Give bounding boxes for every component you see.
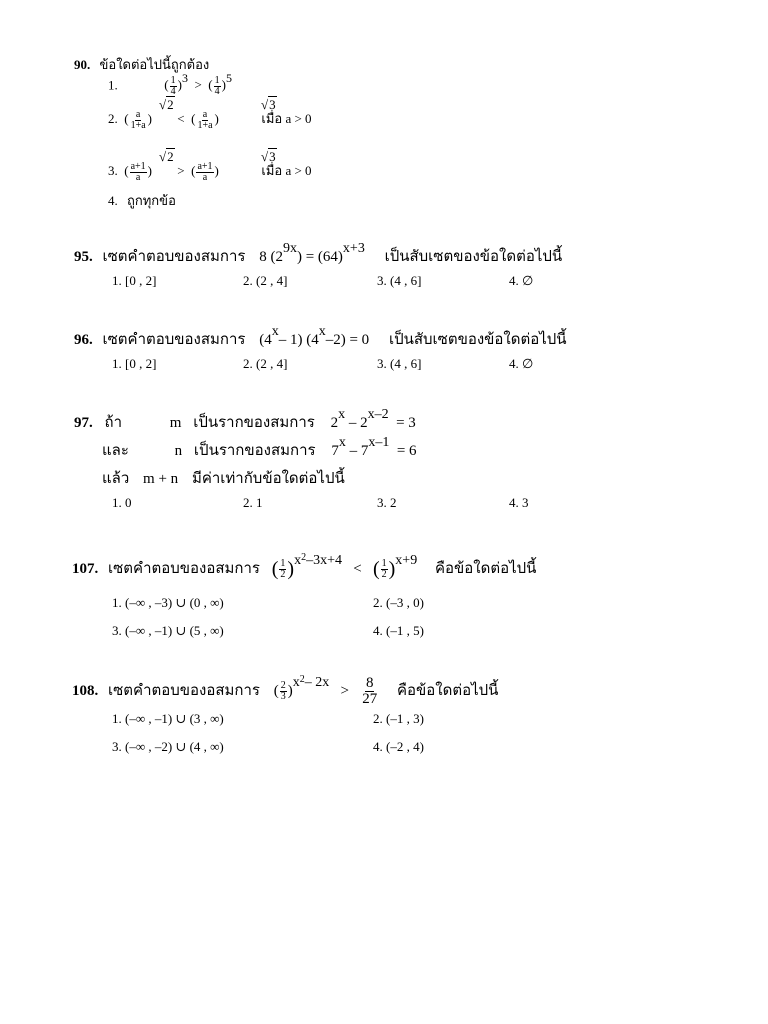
q97-line-3: [102, 466, 345, 490]
math-expression: (4x– 1) (4x–2) = 0: [259, 324, 370, 348]
sqrt-2: √2: [159, 97, 174, 112]
question-suffix: เป็นสับเซตของข้อใดต่อไปนี้: [388, 332, 567, 348]
q95-option-3: 3. (4 , 6]: [377, 273, 422, 288]
condition-text: เมื่อ a > 0: [261, 163, 312, 178]
q97-option-2: 2. 1: [243, 495, 263, 510]
sqrt-2: √2: [159, 149, 174, 164]
option-text: ถูกทุกข้อ: [127, 193, 176, 208]
q90-option-3: 3. √2 √3 ( $\frac{a+1}{a}$ ) > ( $\frac{a+1}{a}$ ) เมื่อ a > 0: [108, 149, 312, 183]
q97-line-1: [74, 407, 416, 434]
q108-header: [72, 673, 499, 707]
question-prefix: เซตคำตอบของอสมการ: [108, 561, 260, 577]
q90-option-4: [108, 190, 176, 211]
q96-option-2: 2. (2 , 4]: [243, 356, 288, 371]
question-suffix: เป็นสับเซตของข้อใดต่อไปนี้: [384, 249, 563, 265]
question-number: 97.: [74, 415, 93, 431]
q96-header: [74, 324, 567, 351]
math-expression: 2x – 2x–2 = 3: [330, 407, 416, 431]
q108-option-1: 1. (–∞ , –1) ∪ (3 , ∞): [112, 711, 224, 726]
q107-option-1: 1. (–∞ , –3) ∪ (0 , ∞): [112, 595, 224, 610]
math-expression: 7x – 7x–1 = 6: [331, 435, 417, 459]
option-label: 2.: [108, 111, 118, 126]
q96-option-1: 1. [0 , 2]: [112, 356, 157, 371]
question-prefix: เซตคำตอบของสมการ: [102, 249, 246, 265]
question-number: 107.: [72, 561, 99, 577]
word: ถ้า: [104, 415, 123, 431]
q90-option-1: [108, 71, 232, 97]
phrase: มีค่าเท่ากับข้อใดต่อไปนี้: [191, 471, 345, 487]
condition-text: เมื่อ a > 0: [261, 111, 312, 126]
sqrt-3: √3: [261, 149, 276, 164]
math-expression: 8 (29x) = (64)x+3: [259, 241, 365, 265]
math-expression: m + n: [143, 471, 179, 487]
q107-option-2: 2. (–3 , 0): [373, 595, 424, 610]
question-number: 95.: [74, 249, 93, 265]
q95-option-1: 1. [0 , 2]: [112, 273, 157, 288]
q95-header: [74, 241, 563, 268]
question-prefix: เซตคำตอบของอสมการ: [108, 682, 260, 699]
word: แล้ว: [102, 471, 130, 487]
question-text: ข้อใดต่อไปนี้ถูกต้อง: [99, 57, 210, 72]
q108-option-4: 4. (–2 , 4): [373, 739, 424, 754]
q97-option-1: 1. 0: [112, 495, 132, 510]
q108-option-3: 3. (–∞ , –2) ∪ (4 , ∞): [112, 739, 224, 754]
q95-option-4: 4. ∅: [509, 273, 534, 288]
question-suffix: คือข้อใดต่อไปนี้: [434, 561, 537, 577]
question-number: 90.: [74, 57, 91, 72]
sqrt-3: √3: [261, 97, 276, 112]
q90-option-2: 2. √2 √3 ( $\frac{a}{1+a}$ ) < ( $\frac{a}{1+a}$ ) เมื่อ a > 0: [108, 97, 312, 131]
q107-option-3: 3. (–∞ , –1) ∪ (5 , ∞): [112, 623, 224, 638]
option-label: 3.: [108, 163, 118, 178]
math-expression: ( $\frac{1}{4}$ )3 > ( $\frac{1}{4}$ )5: [164, 71, 232, 97]
question-number: 96.: [74, 332, 93, 348]
q97-line-2: [102, 435, 417, 462]
variable: n: [174, 443, 183, 459]
math-expression: ( $\frac{2}{3}$ )$x^2-$ 2x > $\frac{8}{27}$: [273, 673, 378, 707]
q108-option-2: 2. (–1 , 3): [373, 711, 424, 726]
option-label: 4.: [108, 193, 118, 208]
variable: m: [169, 415, 182, 431]
word: และ: [102, 443, 129, 459]
q96-option-4: 4. ∅: [509, 356, 534, 371]
option-label: 1.: [108, 77, 118, 93]
q107-option-4: 4. (–1 , 5): [373, 623, 424, 638]
q96-option-3: 3. (4 , 6]: [377, 356, 422, 371]
question-number: 108.: [72, 682, 99, 699]
question-suffix: คือข้อใดต่อไปนี้: [396, 682, 499, 699]
q95-option-2: 2. (2 , 4]: [243, 273, 288, 288]
phrase: เป็นรากของสมการ: [193, 443, 316, 459]
question-prefix: เซตคำตอบของสมการ: [102, 332, 246, 348]
q97-option-4: 4. 3: [509, 495, 529, 510]
phrase: เป็นรากของสมการ: [193, 415, 315, 431]
q97-option-3: 3. 2: [377, 495, 397, 510]
math-expression: ( $\frac{1}{2}$ )$x^2-3x+4$ < ( $\frac{1}{2}$ )x+9: [271, 552, 418, 581]
q90-header: [74, 54, 209, 75]
q107-header: [72, 552, 537, 581]
